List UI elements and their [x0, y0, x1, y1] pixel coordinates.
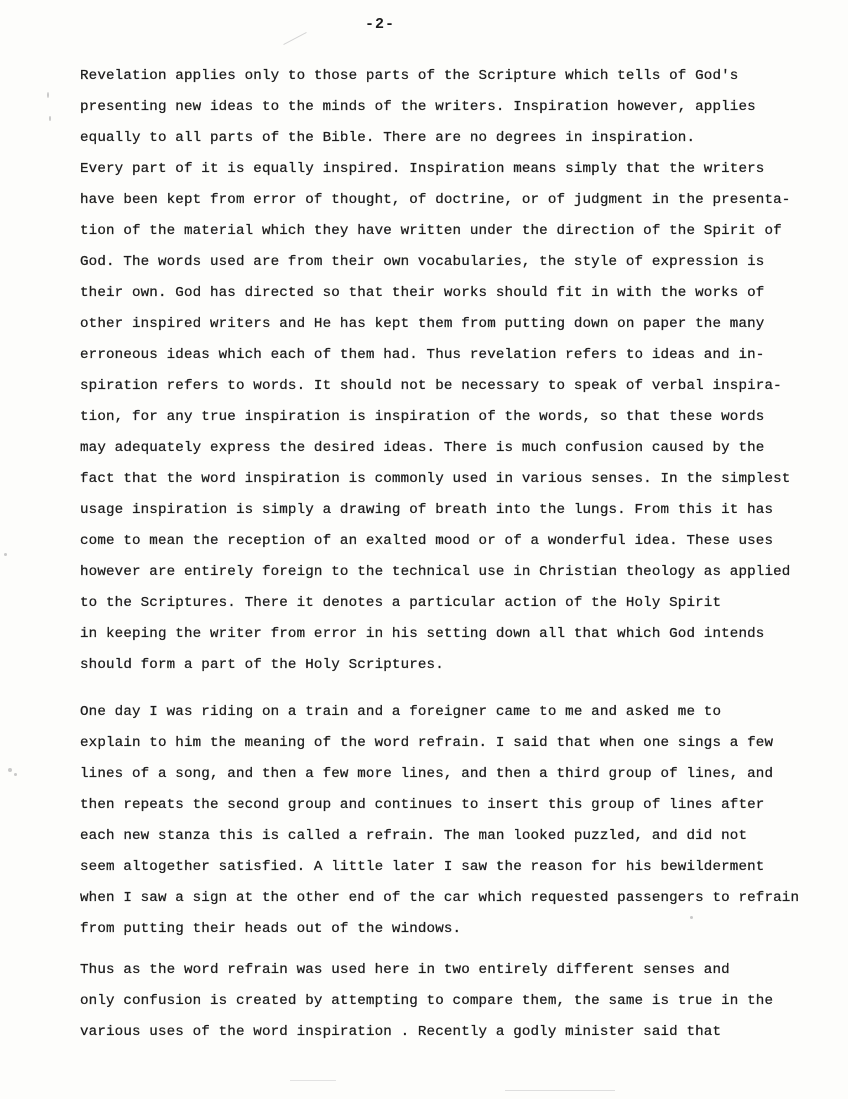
scan-speck: [8, 768, 12, 772]
text-line: God. The words used are from their own vocabularies, the style of expression is: [80, 254, 765, 270]
text-line: in keeping the writer from error in his setting down all that which God intends: [80, 626, 765, 642]
text-line: usage inspiration is simply a drawing of breath into the lungs. From this it has: [80, 502, 774, 518]
text-line: may adequately express the desired ideas. There is much confusion caused by the: [80, 440, 765, 456]
scan-mark: [283, 32, 306, 45]
scan-mark: [290, 1080, 336, 1081]
text-line: from putting their heads out of the windows.: [80, 921, 462, 937]
text-line: only confusion is created by attempting to compare them, the same is true in the: [80, 993, 774, 1009]
text-line: Revelation applies only to those parts of the Scripture which tells of God's: [80, 68, 739, 84]
scan-speck: [690, 916, 693, 919]
text-line: spiration refers to words. It should not be necessary to speak of verbal inspira-: [80, 378, 782, 394]
text-line: other inspired writers and He has kept them from putting down on paper the many: [80, 316, 765, 332]
text-line: their own. God has directed so that their works should fit in with the works of: [80, 285, 765, 301]
text-line: erroneous ideas which each of them had. Thus revelation refers to ideas and in-: [80, 347, 765, 363]
text-line: equally to all parts of the Bible. There are no degrees in inspiration.: [80, 130, 696, 146]
text-line: explain to him the meaning of the word refrain. I said that when one sings a few: [80, 735, 774, 751]
text-line: Every part of it is equally inspired. Inspiration means simply that the writers: [80, 161, 765, 177]
text-line: however are entirely foreign to the technical use in Christian theology as applied: [80, 564, 791, 580]
page-number: -2-: [364, 16, 395, 33]
text-line: to the Scriptures. There it denotes a particular action of the Holy Spirit: [80, 595, 722, 611]
text-line: come to mean the reception of an exalted mood or of a wonderful idea. These uses: [80, 533, 774, 549]
scan-speck: [49, 116, 51, 121]
scan-speck: [14, 773, 17, 776]
text-line: have been kept from error of thought, of doctrine, or of judgment in the presenta-: [80, 192, 791, 208]
text-line: each new stanza this is called a refrain. The man looked puzzled, and did not: [80, 828, 748, 844]
text-line: various uses of the word inspiration . Recently a godly minister said that: [80, 1024, 722, 1040]
text-line: tion of the material which they have written under the direction of the Spirit of: [80, 223, 782, 239]
text-line: tion, for any true inspiration is inspiration of the words, so that these words: [80, 409, 765, 425]
text-line: Thus as the word refrain was used here in two entirely different senses and: [80, 962, 730, 978]
text-line: should form a part of the Holy Scriptures.: [80, 657, 444, 673]
scan-speck: [47, 92, 49, 98]
text-line: One day I was riding on a train and a foreigner came to me and asked me to: [80, 704, 722, 720]
text-line: fact that the word inspiration is commonly used in various senses. In the simplest: [80, 471, 791, 487]
text-line: seem altogether satisfied. A little later I saw the reason for his bewilderment: [80, 859, 765, 875]
text-line: presenting new ideas to the minds of the writers. Inspiration however, applies: [80, 99, 756, 115]
text-line: when I saw a sign at the other end of the car which requested passengers to refrain: [80, 890, 800, 906]
text-line: then repeats the second group and continues to insert this group of lines after: [80, 797, 765, 813]
text-line: lines of a song, and then a few more lines, and then a third group of lines, and: [80, 766, 774, 782]
scan-speck: [4, 553, 7, 556]
scan-mark: [505, 1090, 615, 1091]
